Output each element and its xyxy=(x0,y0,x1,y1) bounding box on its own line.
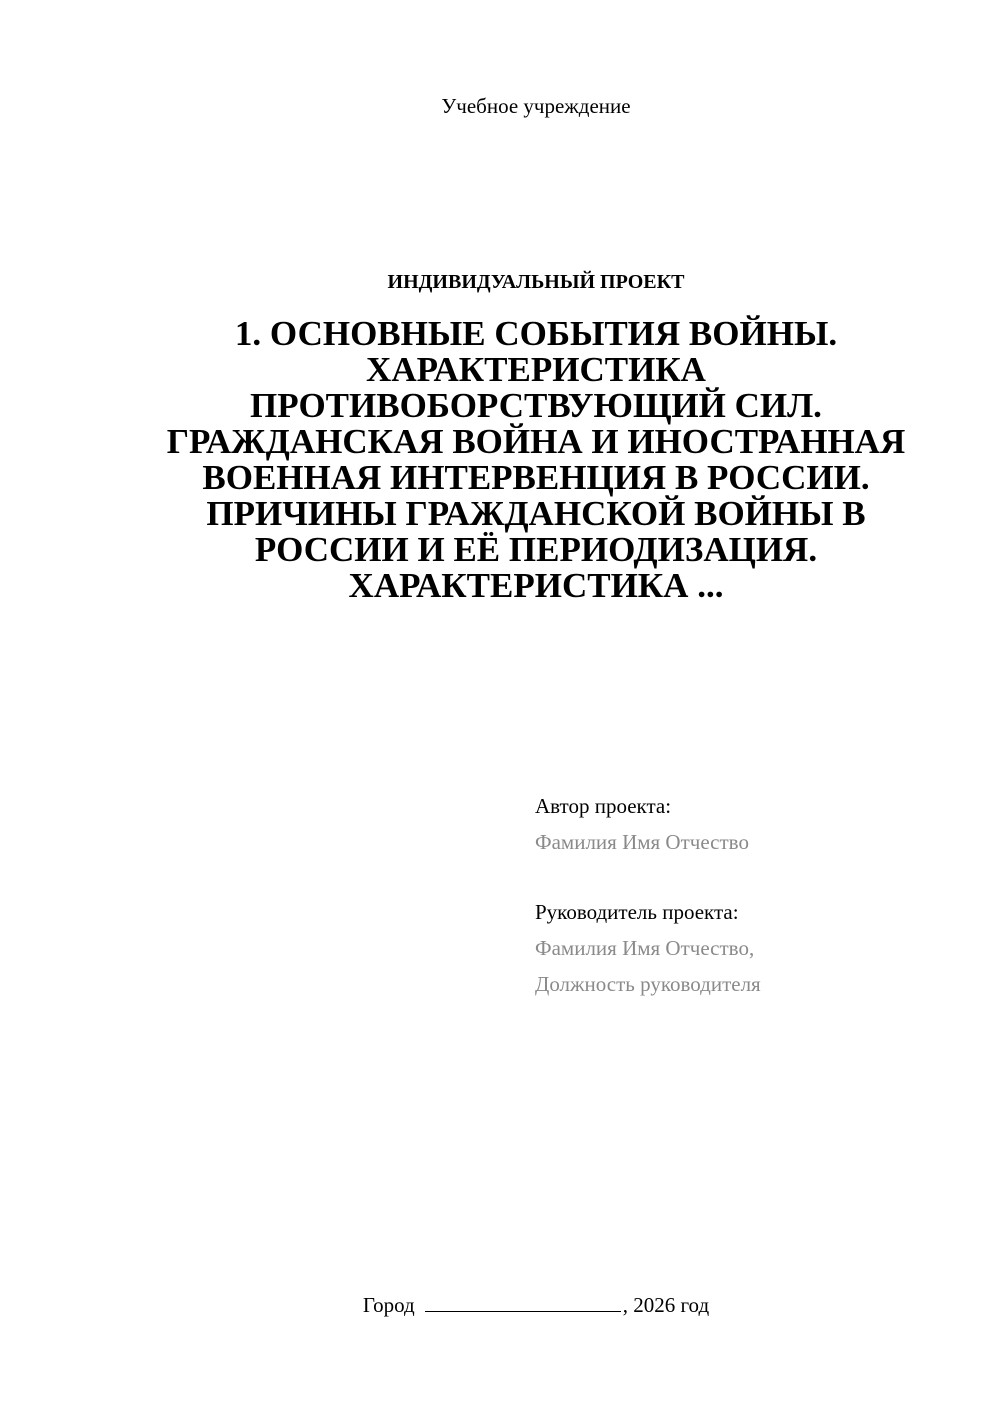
author-label: Автор проекта: xyxy=(535,794,672,818)
supervisor-label: Руководитель проекта: xyxy=(535,900,739,924)
supervisor-name: Фамилия Имя Отчество, xyxy=(535,936,755,960)
supervisor-position: Должность руководителя xyxy=(535,972,761,996)
author-block xyxy=(535,788,975,860)
author-name: Фамилия Имя Отчество xyxy=(535,830,749,854)
city-year-line xyxy=(0,1291,1000,1319)
city-blank-line xyxy=(425,1291,621,1312)
project-title: 1. ОСНОВНЫЕ СОБЫТИЯ ВОЙНЫ. ХАРАКТЕРИСТИКА ПРОТИВОБОРСТВУЮЩИЙ СИЛ. ГРАЖДАНСКАЯ ВОЙНА И ИНОСТРАННАЯ ВОЕННАЯ ИНТЕРВЕНЦИЯ В РОССИИ. ПРИЧИНЫ ГРАЖДАНСКОЙ ВОЙНЫ В РОССИИ И ЕЁ ПЕРИОДИЗАЦИЯ. ХАРАКТЕРИСТИКА ... xyxy=(166,314,906,605)
city-label: Город xyxy=(362,1293,415,1317)
institution-name: Учебное учреждение xyxy=(441,94,631,118)
document-type: ИНДИВИДУАЛЬНЫЙ ПРОЕКТ xyxy=(387,271,685,293)
supervisor-block xyxy=(535,894,975,1002)
year-text: , 2026 год xyxy=(622,1293,710,1317)
